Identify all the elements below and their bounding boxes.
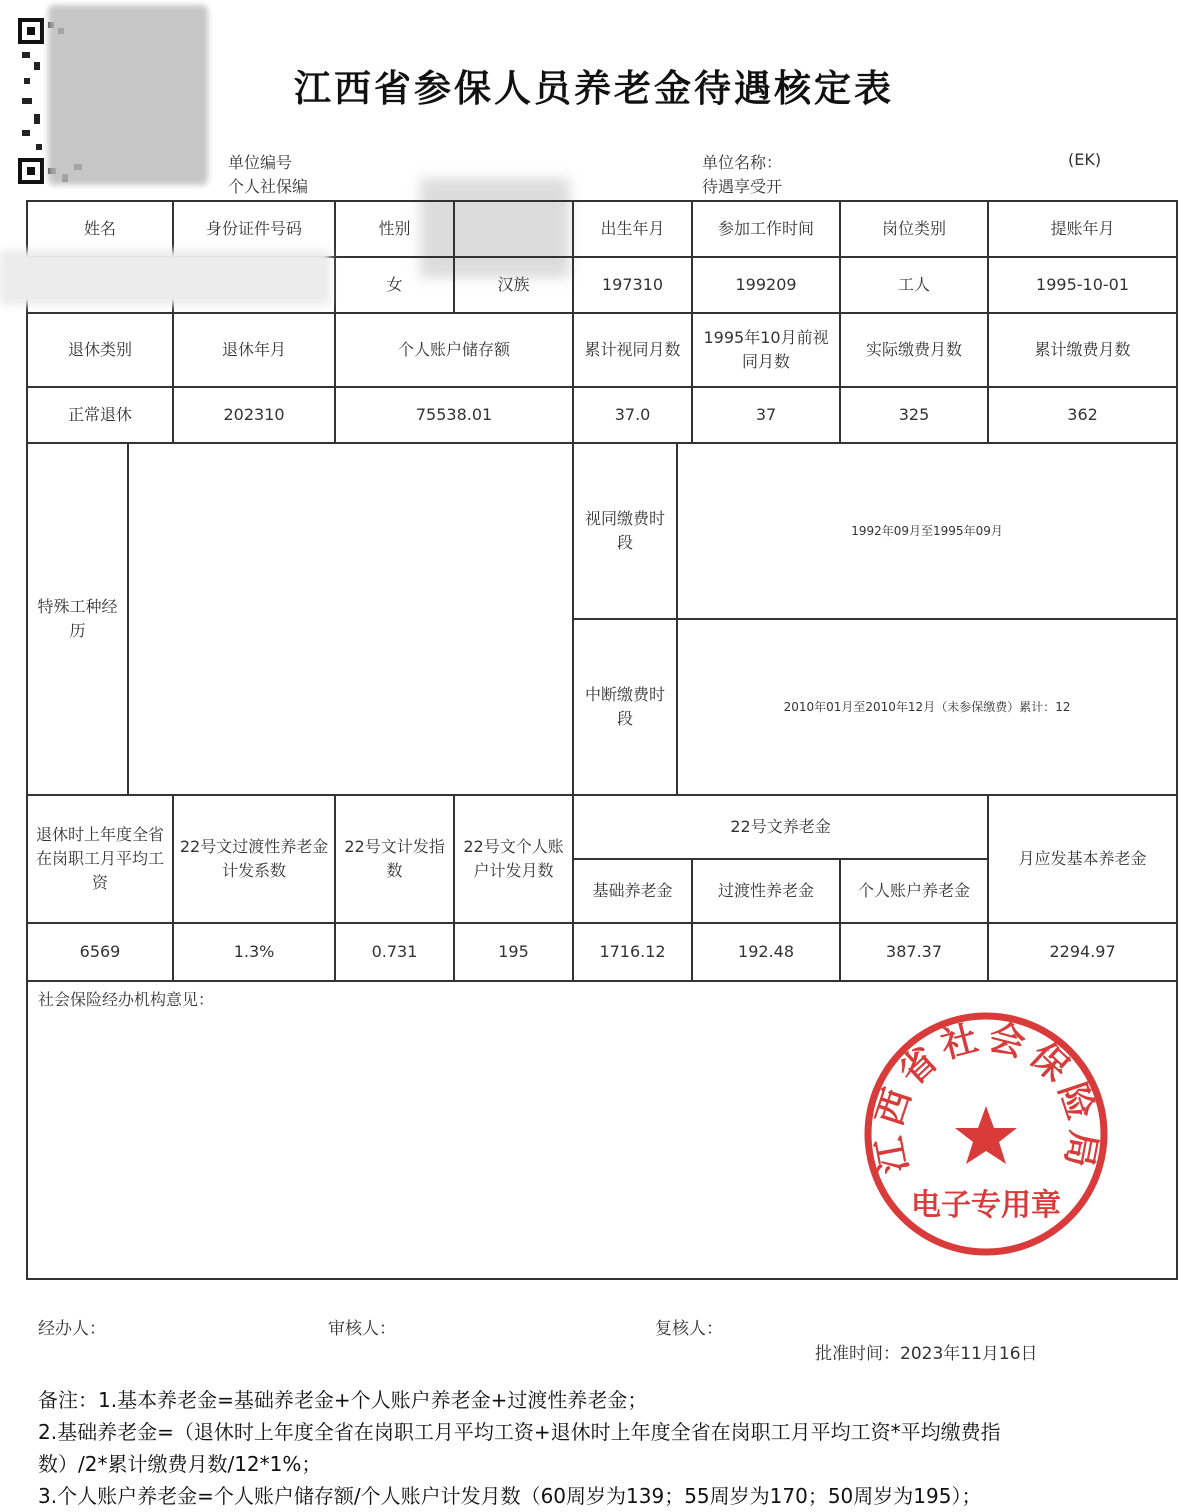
treatment-start-label: 待遇享受开 [702, 177, 783, 196]
unit-name-label: 单位名称： [702, 153, 783, 172]
pre1995-months-header: 1995年10月前视同月数 [692, 313, 840, 387]
base-pension-cell: 1716.12 [573, 923, 692, 981]
transition-pension-header: 过渡性养老金 [692, 859, 840, 923]
personal-pension-cell: 387.37 [840, 923, 988, 981]
transition-coef-cell: 1.3% [173, 923, 335, 981]
monthly-pension-cell: 2294.97 [988, 923, 1177, 981]
account-date-header: 提账年月 [988, 201, 1177, 257]
actual-months-header: 实际缴费月数 [840, 313, 988, 387]
document-title: 江西省参保人员养老金待遇核定表 [294, 67, 894, 110]
header-right-label: (EK) [1068, 150, 1102, 169]
deemed-period-value: 1992年09月至1995年09月 [677, 443, 1177, 619]
note-line: 数）/2*累计缴费月数/12*1%； [38, 1452, 322, 1476]
agency-opinion-label: 社会保险经办机构意见： [38, 990, 215, 1009]
privacy-blur [0, 250, 330, 305]
reviewer-label: 审核人： [328, 1319, 396, 1339]
retire-type-header: 退休类别 [27, 313, 173, 387]
interrupt-period-value: 2010年01月至2010年12月（未参保缴费）累计：12 [677, 619, 1177, 795]
personal-pension-header: 个人账户养老金 [840, 859, 988, 923]
work-start-header: 参加工作时间 [692, 201, 840, 257]
official-seal-icon [862, 1010, 1110, 1258]
note-line: 3.个人账户养老金=个人账户储存额/个人账户计发月数（60周岁为139；55周岁为170；50周岁为195）； [38, 1484, 982, 1508]
total-months-cell: 362 [988, 387, 1177, 443]
account-months-cell: 195 [454, 923, 573, 981]
seal-text: 江西省社会保险局 [867, 1015, 1105, 1177]
pre1995-months-cell: 37 [692, 387, 840, 443]
handler-label: 经办人： [38, 1319, 106, 1339]
note-line: 备注：1.基本养老金=基础养老金+个人账户养老金+过渡性养老金； [38, 1388, 648, 1412]
approval-time: 批准时间：2023年11月16日 [815, 1344, 1038, 1364]
post-type-cell: 工人 [840, 257, 988, 313]
deemed-months-cell: 37.0 [573, 387, 692, 443]
gender-header: 性别 [335, 201, 454, 257]
special-work-value [128, 443, 573, 795]
transition-coef-header: 22号文过渡性养老金计发系数 [173, 795, 335, 923]
unit-no-label: 单位编号 [228, 153, 293, 172]
deemed-months-header: 累计视同月数 [573, 313, 692, 387]
transition-pension-cell: 192.48 [692, 923, 840, 981]
ethnicity-cell: 汉族 [454, 257, 573, 313]
interrupt-period-label: 中断缴费时段 [573, 619, 677, 795]
pay-index-cell: 0.731 [335, 923, 454, 981]
account-date-cell: 1995-10-01 [988, 257, 1177, 313]
ethnicity-header [454, 201, 573, 257]
rechecker-label: 复核人： [655, 1319, 723, 1339]
total-months-header: 累计缴费月数 [988, 313, 1177, 387]
gender-cell: 女 [335, 257, 454, 313]
monthly-pension-header: 月应发基本养老金 [988, 795, 1177, 923]
id-number-header: 身份证件号码 [173, 201, 335, 257]
seal-subtext: 电子专用章 [911, 1188, 1061, 1223]
birth-cell: 197310 [573, 257, 692, 313]
deemed-period-label: 视同缴费时段 [573, 443, 677, 619]
birth-header: 出生年月 [573, 201, 692, 257]
avg-wage-cell: 6569 [27, 923, 173, 981]
avg-wage-header: 退休时上年度全省在岗职工月平均工资 [27, 795, 173, 923]
svg-text:江西省社会保险局 [867, 1016, 1105, 1177]
name-header: 姓名 [27, 201, 173, 257]
retire-date-cell: 202310 [173, 387, 335, 443]
account-months-header: 22号文个人账户计发月数 [454, 795, 573, 923]
retire-type-cell: 正常退休 [27, 387, 173, 443]
personal-no-label: 个人社保编 [228, 177, 309, 196]
work-start-cell: 199209 [692, 257, 840, 313]
pay-index-header: 22号文计发指数 [335, 795, 454, 923]
account-balance-cell: 75538.01 [335, 387, 573, 443]
retire-date-header: 退休年月 [173, 313, 335, 387]
special-work-label: 特殊工种经历 [27, 443, 128, 795]
account-balance-header: 个人账户储存额 [335, 313, 573, 387]
note-line: 2.基础养老金=（退休时上年度全省在岗职工月平均工资+退休时上年度全省在岗职工月平均工资*平均缴费指 [38, 1420, 1001, 1444]
notes [38, 1384, 1168, 1512]
pension-group-header: 22号文养老金 [573, 795, 988, 859]
post-type-header: 岗位类别 [840, 201, 988, 257]
actual-months-cell: 325 [840, 387, 988, 443]
base-pension-header: 基础养老金 [573, 859, 692, 923]
